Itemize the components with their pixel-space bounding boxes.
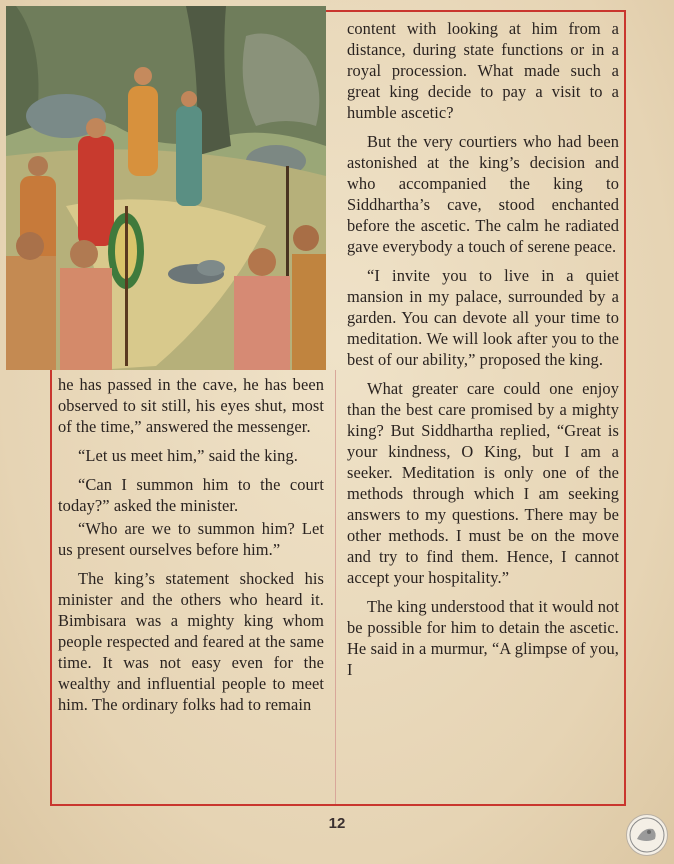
left-text-column [58,374,324,723]
page-number: 12 [328,815,346,832]
column-divider [335,370,336,804]
paragraph: The king’s statement shocked his minister and the others who heard it. Bimbisara was a mighty king whom people respected and feared at the same time. It was not easy even for the wealthy and influential people to meet him. The ordinary folks had to remain [58,569,324,714]
frame-right-rule [624,10,626,806]
paragraph: The king understood that it would not be possible for him to detain the ascetic. He said in a murmur, “A glimpse of you, I [347,597,619,679]
paragraph: he has passed in the cave, he has been observed to sit still, his eyes shut, most of the time,” answered the messenger. [58,375,324,436]
paragraph: But the very courtiers who had been astonished at the king’s decision and who accompanied the king to Siddhartha’s cave, stood enchanted before the ascetic. The calm he radiated gave everybody a touch of serene peace. [347,132,619,256]
palace-scene-illustration [6,6,326,370]
frame-left-rule [50,370,52,806]
paragraph: “Who are we to summon him? Let us present ourselves before him.” [58,519,324,559]
paragraph: “I invite you to live in a quiet mansion in my palace, surrounded by a garden. You can devote all your time to meditation. We will look after you to the best of our ability,” proposed the king. [347,266,619,369]
frame-top-rule [326,10,626,12]
paragraph: content with looking at him from a distance, during state functions or in a royal procession. What made such a great king decide to pay a visit to a humble ascetic? [347,19,619,122]
paragraph: “Can I summon him to the court today?” asked the minister. [58,475,324,515]
paragraph: What greater care could one enjoy than the best care promised by a mighty king? But Siddhartha replied, “Great is your kindness, O King, but I am a seeker. Meditation is only one of the methods through which I am seeking answers to my questions. There may be other methods. I must be on the move and try to find them. Hence, I cannot accept your hospitality.” [347,379,619,587]
paragraph: “Let us meet him,” said the king. [78,446,298,465]
right-text-column [347,18,619,688]
frame-bottom-rule [50,804,626,806]
illustration [6,6,326,370]
library-stamp-icon [626,814,668,856]
